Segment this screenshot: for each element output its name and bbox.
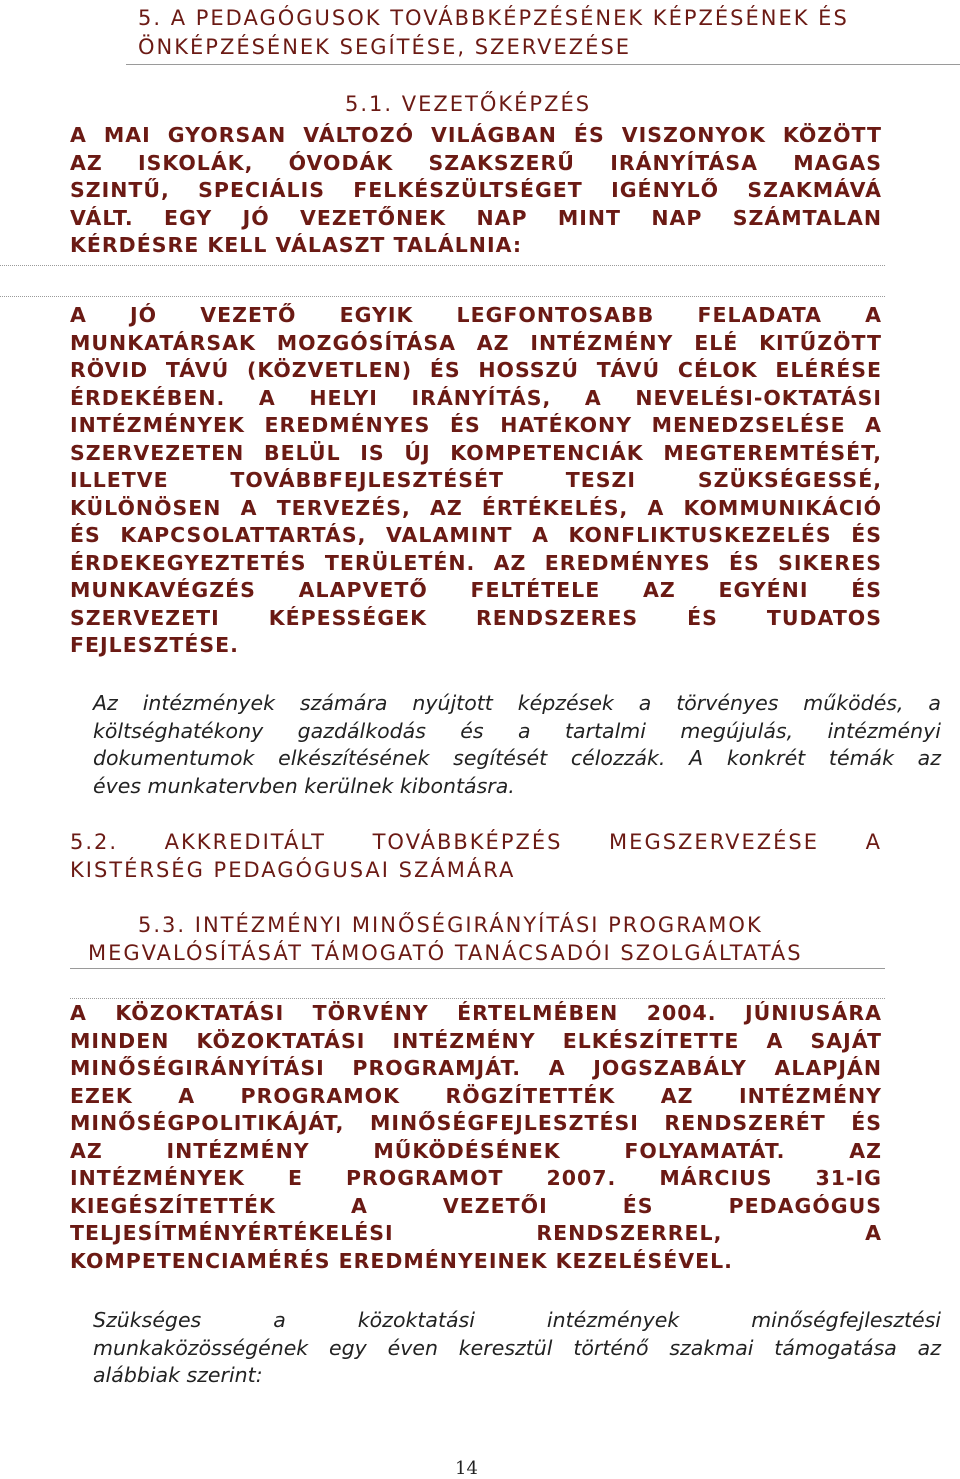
separator-dotted-1 [0,265,885,266]
intro-line: SZINTŰ, SPECIÁLIS FELKÉSZÜLTSÉGET IGÉNYLŐ SZAKMÁVÁ [70,178,882,202]
intro-line: A MAI GYORSAN VÁLTOZÓ VILÁGBAN ÉS VISZONYOK KÖZÖTT [70,123,882,147]
training-line: dokumentumok elkészítésének segítését célozzák. A konkrét témák az [93,746,941,770]
chapter-heading-line2: ÖNKÉPZÉSÉNEK SEGÍTÉSE, SZERVEZÉSE [138,35,632,59]
intro-paragraph [70,122,882,260]
quality-line: TELJESÍTMÉNYÉRTÉKELÉSI RENDSZERREL, A [70,1221,882,1245]
training-line: éves munkatervben kerülnek kibontásra. [93,773,515,798]
page-number: 14 [455,1458,478,1479]
leader-line: SZERVEZETEN BELÜL IS ÚJ KOMPETENCIÁK MEGTEREMTÉSÉT, [70,440,882,465]
chapter-heading-rule [126,64,960,65]
quality-line: AZ INTÉZMÉNY MŰKÖDÉSÉNEK FOLYAMATÁT. AZ [70,1138,882,1163]
chapter-heading-line1: 5. A PEDAGÓGUSOK TOVÁBBKÉPZÉSÉNEK KÉPZÉSÉNEK ÉS [138,6,849,30]
quality-line: A KÖZOKTATÁSI TÖRVÉNY ÉRTELMÉBEN 2004. JÚNIUSÁRA [70,1001,882,1025]
quality-line: MINŐSÉGPOLITIKÁJÁT, MINŐSÉGFEJLESZTÉSI RENDSZERÉT ÉS [70,1111,882,1135]
leader-line: ILLETVE TOVÁBBFEJLESZTÉSÉT TESZI SZÜKSÉGESSÉ, [70,468,882,492]
intro-line: VÁLT. EGY JÓ VEZETŐNEK NAP MINT NAP SZÁMTALAN [70,205,882,230]
support-paragraph [93,1307,941,1390]
leader-line: ÉRDEKEGYEZTETÉS TERÜLETÉN. AZ EREDMÉNYES ÉS SIKERES [70,550,882,575]
support-line: alábbiak szerint: [93,1363,263,1387]
quality-line: KIEGÉSZÍTETTÉK A VEZETŐI ÉS PEDAGÓGUS [70,1193,882,1218]
leader-line: ÉRDEKÉBEN. A HELYI IRÁNYÍTÁS, A NEVELÉSI-OKTATÁSI [70,385,882,410]
quality-line: MINDEN KÖZOKTATÁSI INTÉZMÉNY ELKÉSZÍTETTE A SAJÁT [70,1028,882,1053]
section-heading-5-3-line2: MEGVALÓSÍTÁSÁT TÁMOGATÓ TANÁCSADÓI SZOLGÁLTATÁS [88,941,803,965]
leader-line: FEJLESZTÉSE. [70,633,239,657]
leader-line: ÉS KAPCSOLATTARTÁS, VALAMINT A KONFLIKTUSKEZELÉS ÉS [70,523,882,547]
section-heading-5-1: 5.1. VEZETŐKÉPZÉS [345,92,592,116]
section-heading-5-2-line1 [70,830,882,854]
support-line: munkaközösségének egy éven keresztül történő szakmai támogatása az [93,1335,941,1360]
quality-line: INTÉZMÉNYEK E PROGRAMOT 2007. MÁRCIUS 31-IG [70,1166,882,1190]
quality-line: EZEK A PROGRAMOK RÖGZÍTETTÉK AZ INTÉZMÉNY [70,1083,882,1108]
leader-line: MUNKAVÉGZÉS ALAPVETŐ FELTÉTELE AZ EGYÉNI ÉS [70,578,882,602]
separator-dotted-3 [70,998,885,999]
leader-line: RÖVID TÁVÚ (KÖZVETLEN) ÉS HOSSZÚ TÁVÚ CÉLOK ELÉRÉSE [70,358,882,382]
leader-line: KÜLÖNÖSEN A TERVEZÉS, AZ ÉRTÉKELÉS, A KOMMUNIKÁCIÓ [70,495,882,520]
training-line: Az intézmények számára nyújtott képzések a törvényes működés, a [93,691,941,715]
quality-paragraph [70,1000,882,1275]
section-heading-5-3-rule [70,968,885,969]
section-heading-5-2-text: 5.2. AKKREDITÁLT TOVÁBBKÉPZÉS MEGSZERVEZÉSE A [70,830,882,854]
quality-line: MINŐSÉGIRÁNYÍTÁSI PROGRAMJÁT. A JOGSZABÁLY ALAPJÁN [70,1056,882,1080]
quality-line: KOMPETENCIAMÉRÉS EREDMÉNYEINEK KEZELÉSÉVEL. [70,1248,733,1273]
leader-line: SZERVEZETI KÉPESSÉGEK RENDSZERES ÉS TUDATOS [70,605,882,630]
support-line: Szükséges a közoktatási intézmények minőségfejlesztési [93,1308,941,1332]
leader-line: MUNKATÁRSAK MOZGÓSÍTÁSA AZ INTÉZMÉNY ELÉ KITŰZÖTT [70,330,882,355]
intro-line: KÉRDÉSRE KELL VÁLASZT TALÁLNIA: [70,233,523,257]
leader-paragraph [70,302,882,660]
separator-dotted-2 [0,296,885,297]
intro-line: AZ ISKOLÁK, ÓVODÁK SZAKSZERŰ IRÁNYÍTÁSA MAGAS [70,150,882,175]
section-heading-5-3-line1: 5.3. INTÉZMÉNYI MINŐSÉGIRÁNYÍTÁSI PROGRAMOK [138,913,763,937]
training-paragraph [93,690,941,800]
section-heading-5-2-line2: KISTÉRSÉG PEDAGÓGUSAI SZÁMÁRA [70,858,516,882]
leader-line: INTÉZMÉNYEK EREDMÉNYES ÉS HATÉKONY MENEDZSELÉSE A [70,413,882,437]
training-line: költséghatékony gazdálkodás és a tartalmi megújulás, intézményi [93,718,941,743]
leader-line: A JÓ VEZETŐ EGYIK LEGFONTOSABB FELADATA A [70,303,882,327]
